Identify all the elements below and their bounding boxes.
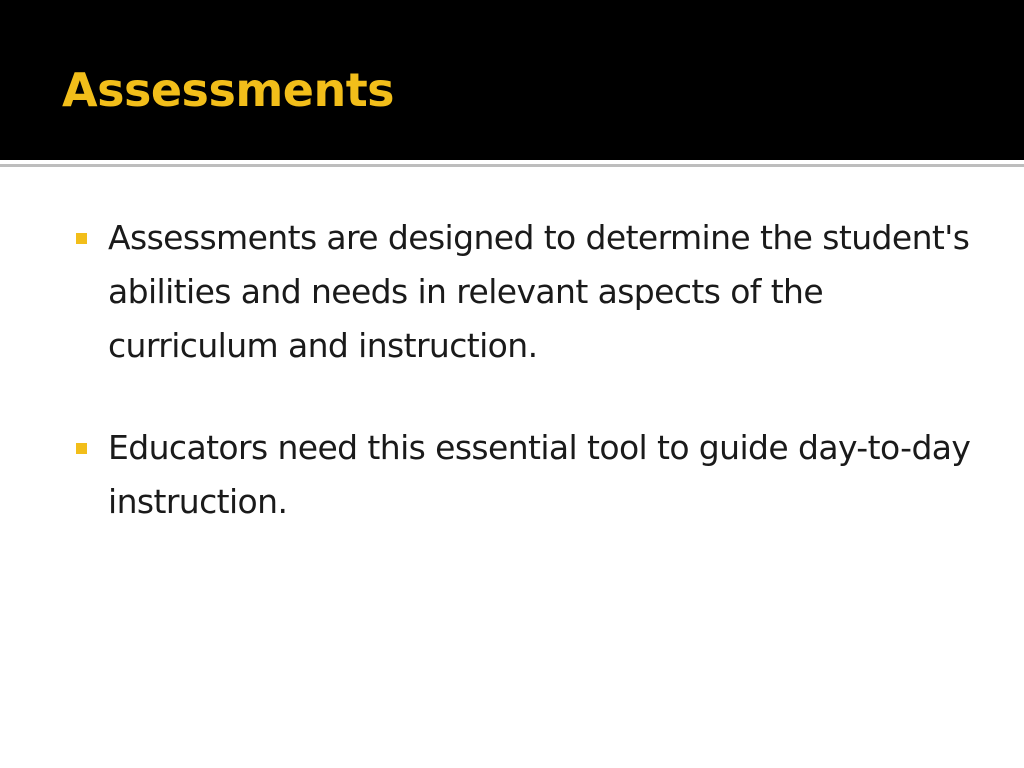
bullet-item: [72, 211, 972, 373]
square-bullet-icon: [76, 233, 87, 244]
title-divider: [0, 164, 1024, 167]
slide-body: [72, 211, 972, 577]
square-bullet-icon: [76, 443, 87, 454]
slide-title: Assessments: [62, 63, 395, 117]
bullet-list: [72, 211, 972, 529]
bullet-item: [72, 421, 972, 529]
bullet-text: Educators need this essential tool to guide day-to-day instruction.: [108, 428, 971, 521]
title-bar: [0, 0, 1024, 160]
bullet-text: Assessments are designed to determine the student's abilities and needs in relevant aspects of the curriculum and instruction.: [108, 218, 970, 365]
